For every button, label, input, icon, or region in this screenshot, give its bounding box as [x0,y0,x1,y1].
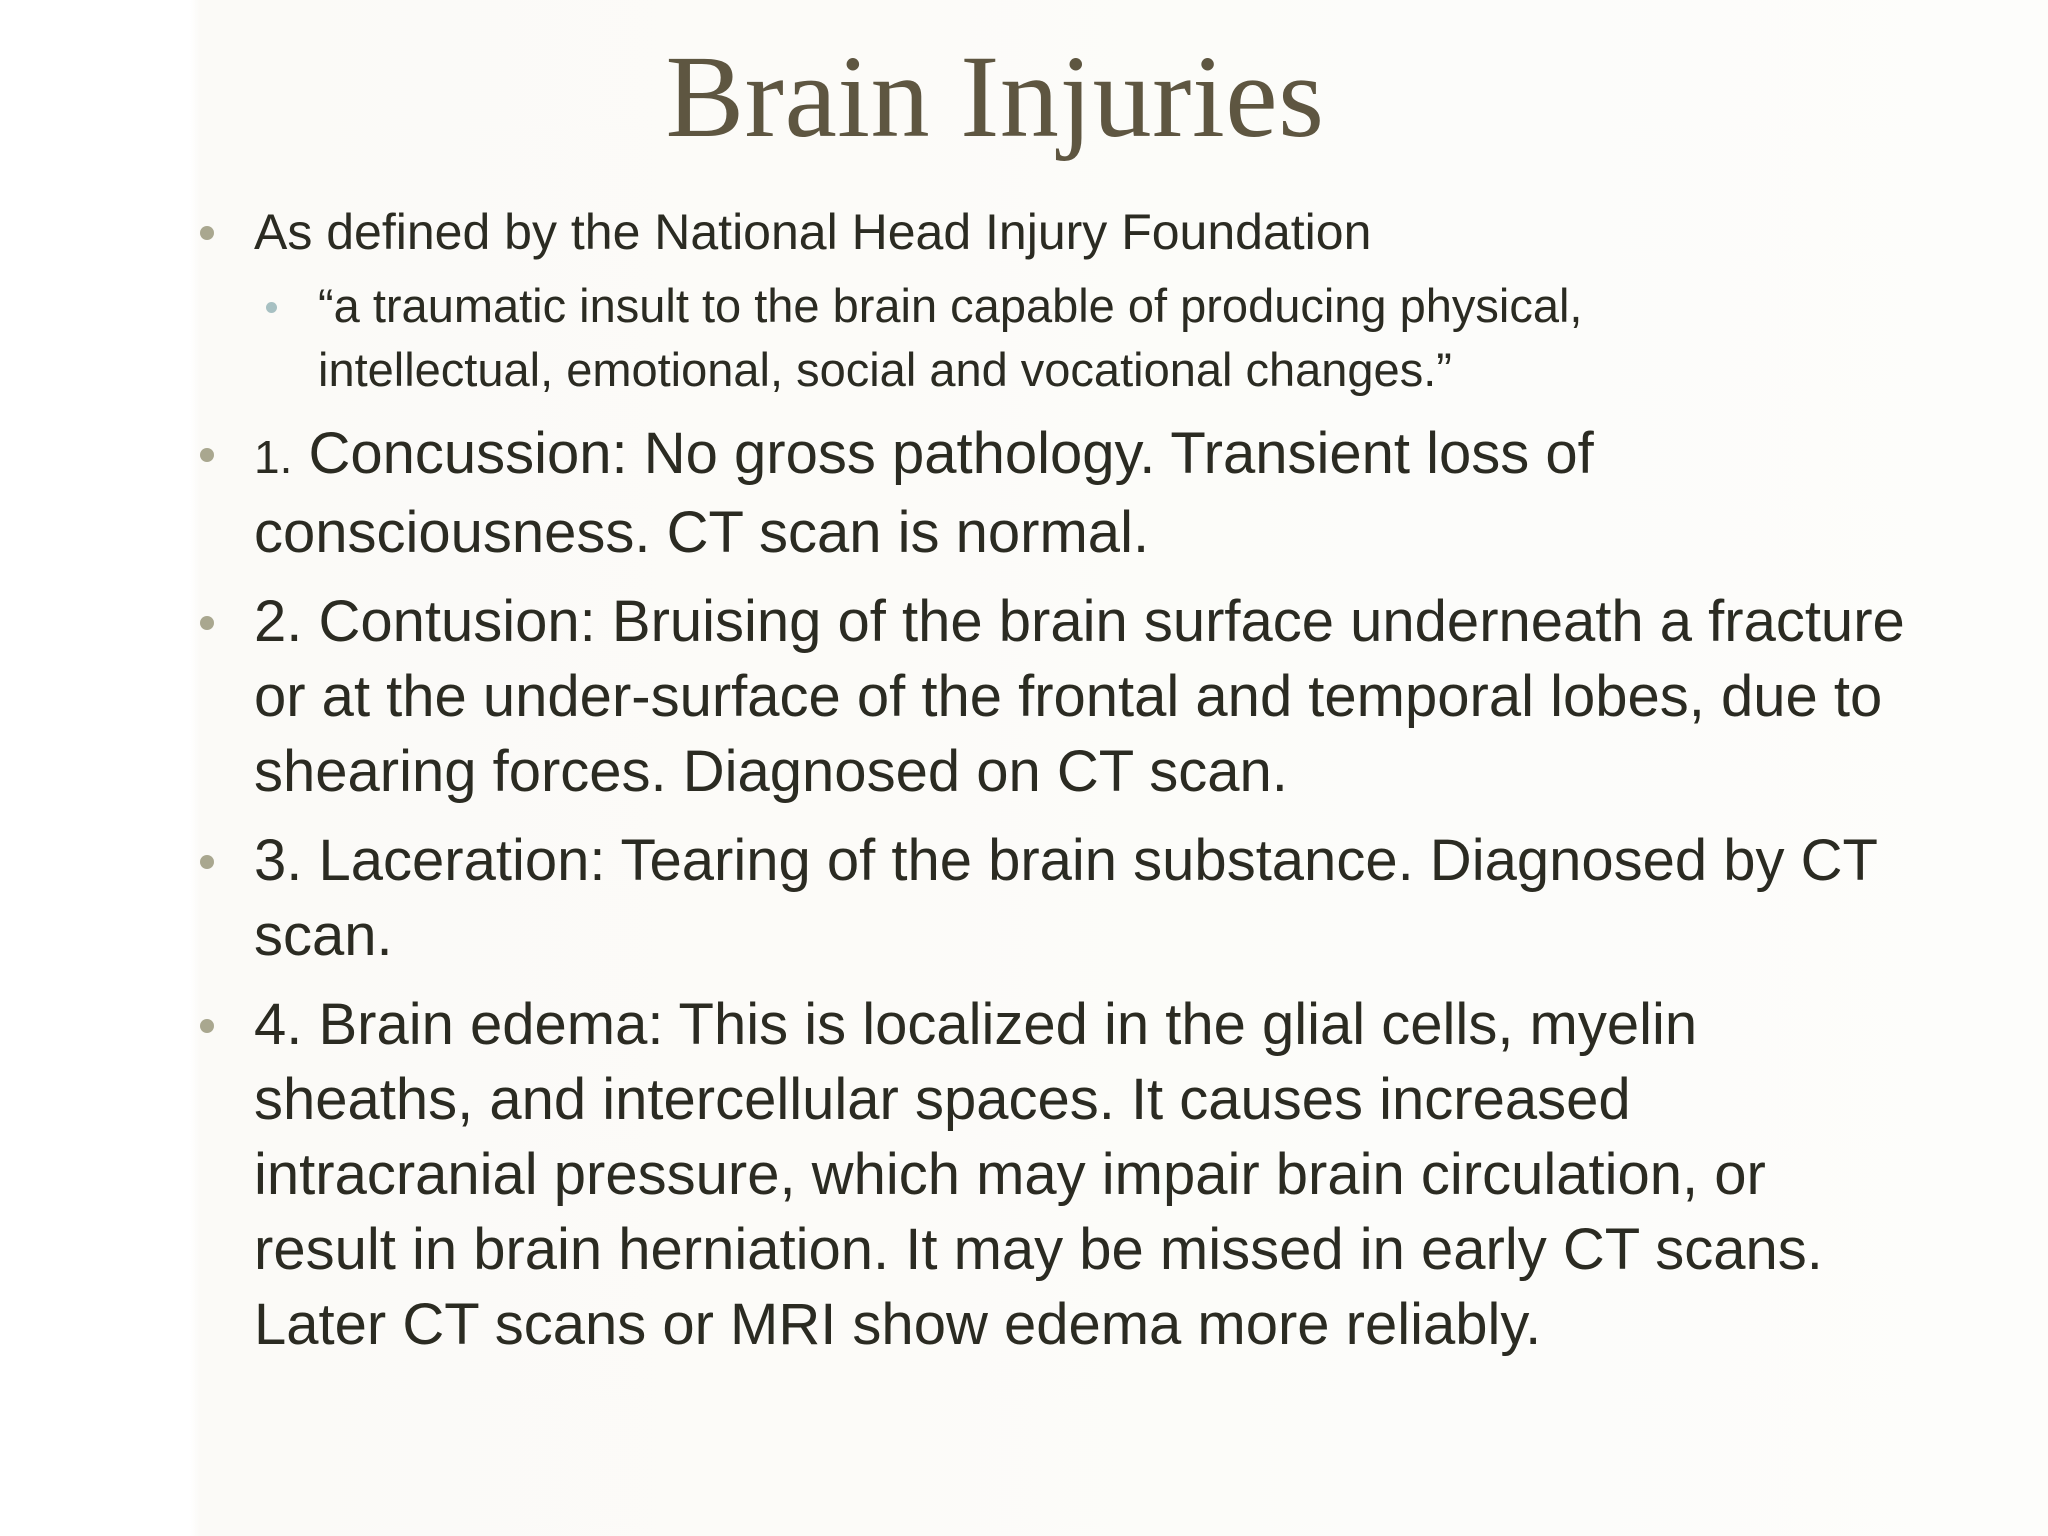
bullet-icon [200,855,214,869]
bullet-icon [200,616,214,630]
bullet-item-brain-edema [200,987,1920,1362]
bullet-icon [200,1019,214,1033]
bullet-text: 4. Brain edema: This is localized in the glial cells, myelin sheaths, and intercellular spaces. It causes increased intracranial pressure, which may impair brain circulation, or result in brain herniation. It may be missed in early CT scans. Later CT scans or MRI show edema more reliably. [254,992,1823,1357]
slide-title: Brain Injuries [665,31,1325,162]
bullet-list [200,200,1920,1362]
sub-bullet-quote [266,274,1718,402]
bullet-text: As defined by the National Head Injury Foundation [254,204,1372,260]
bullet-icon [200,226,214,240]
bullet-text: Concussion: No gross pathology. Transient loss of consciousness. CT scan is normal. [254,421,1594,565]
bullet-text: “a traumatic insult to the brain capable of producing physical, intellectual, emotional, social and vocational changes.” [318,279,1583,396]
bullet-item-contusion [200,584,1920,809]
bullet-icon [266,302,277,313]
bullet-item-definition [200,200,1920,264]
bullet-item-laceration [200,823,1920,973]
bullet-number: 1. [254,431,293,483]
bullet-text: 2. Contusion: Bruising of the brain surface underneath a fracture or at the under-surface of the frontal and temporal lobes, due to shearing forces. Diagnosed on CT scan. [254,589,1905,804]
bullet-text: 3. Laceration: Tearing of the brain substance. Diagnosed by CT scan. [254,828,1877,968]
bullet-icon [200,448,214,462]
bullet-item-concussion [200,416,1920,570]
